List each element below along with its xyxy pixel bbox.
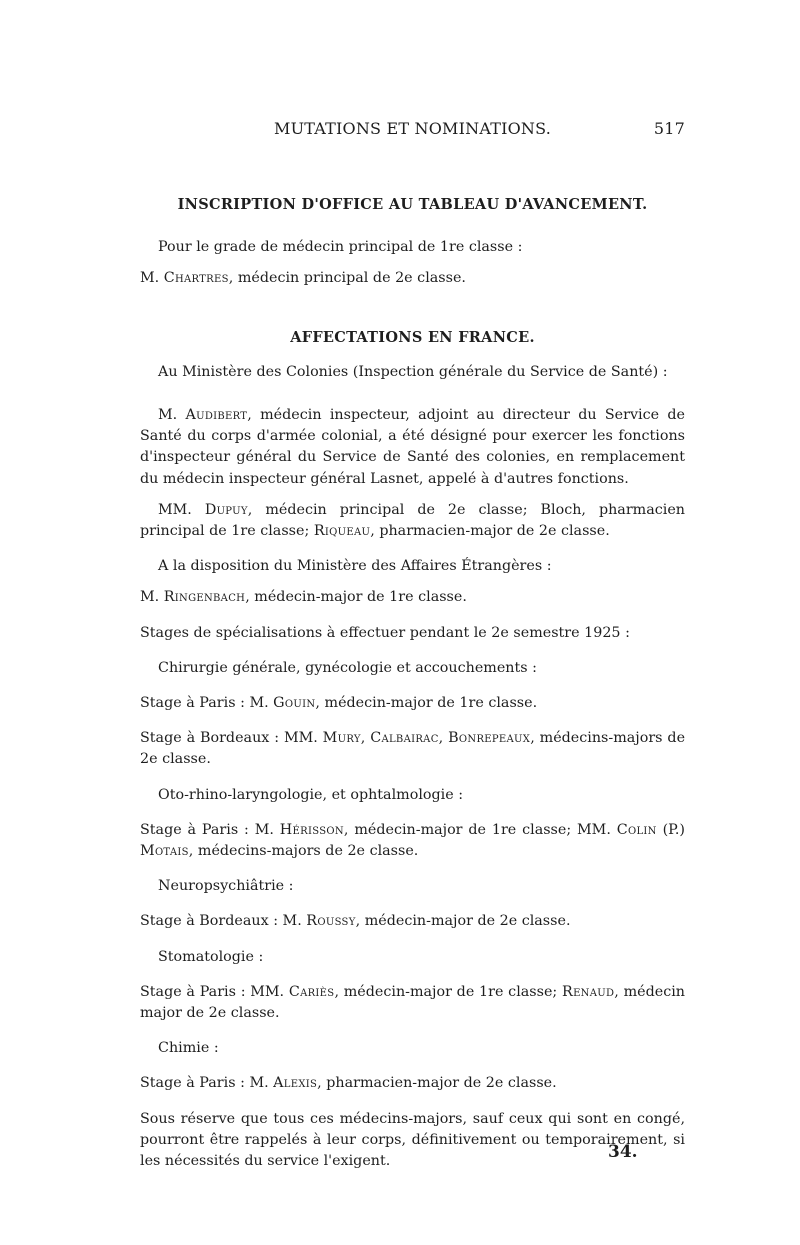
paragraph-stages: Stages de spécialisations à effectuer pendant le 2e semestre 1925 : [140,624,630,641]
person-name: Ringenbach [163,589,246,606]
person-name: Mury [322,730,361,747]
signature-mark: 34. [608,1142,638,1162]
paragraph-chartres: M. Chartres, médecin principal de 2e classe. [140,270,466,287]
paragraph-caries: Stage à Paris : MM. Cariès, médecin-major de 1re classe; Renaud, médecin major de 2e classe. [140,983,686,1022]
subheading-neuropsychiatrie: Neuropsychiâtrie : [158,878,294,895]
subheading-oto-rhino: Oto-rhino-laryngologie, et ophtalmologie : [158,786,464,803]
person-name: Cariès [288,983,335,1000]
subheading-chirurgie: Chirurgie générale, gynécologie et accouchements : [158,659,537,676]
document-page [140,118,685,1172]
person-name: Riqueau [313,523,371,540]
paragraph-grade: Pour le grade de médecin principal de 1re classe : [158,239,523,256]
person-name: Renaud [562,983,615,1000]
person-name: Hérisson [279,821,344,838]
paragraph-ministere-colonies: Au Ministère des Colonies (Inspection générale du Service de Santé) : [158,363,668,380]
paragraph-audibert: M. Audibert, médecin inspecteur, adjoint au directeur du Service de Santé du corps d'armée colonial, a été désigné pour exercer les fonctions d'inspecteur général du Service de Santé des colonies, en remplacement du médecin inspecteur général Lasnet, appelé à d'autres fonctions. [140,407,685,487]
paragraph-ringenbach: M. Ringenbach, médecin-major de 1re classe. [140,589,467,606]
paragraph-affaires-etrangeres: A la disposition du Ministère des Affaires Étrangères : [158,558,552,575]
person-name: Alexis [273,1075,318,1092]
paragraph-roussy: Stage à Bordeaux : M. Roussy, médecin-major de 2e classe. [140,913,571,930]
person-name: Roussy [306,913,356,930]
section-title-inscription: INSCRIPTION D'OFFICE AU TABLEAU D'AVANCEMENT. [177,196,648,213]
subheading-chimie: Chimie : [158,1040,219,1057]
person-name: Chartres [163,270,229,287]
subheading-stomatologie: Stomatologie : [158,948,264,965]
page-number: 517 [653,119,685,138]
paragraph-dupuy: MM. Dupuy, médecin principal de 2e classe; Bloch, pharmacien principal de 1re classe; Riqueau, pharmacien-major de 2e classe. [140,501,685,540]
running-title: MUTATIONS ET NOMINATIONS. [273,119,552,138]
paragraph-reserve: Sous réserve que tous ces médecins-majors, sauf ceux qui sont en congé, pourront être rappelés à leur corps, définitivement ou temporairement, si les nécessités du service l'exigent. [140,1110,685,1170]
section-title-affectations: AFFECTATIONS EN FRANCE. [290,328,535,346]
person-name: Motais [140,843,189,860]
person-name: Gouin [273,695,316,712]
paragraph-herisson: Stage à Paris : M. Hérisson, médecin-major de 1re classe; MM. Colin (P.) Motais, médecins-majors de 2e classe. [140,821,686,860]
person-name: Calbairac [370,730,439,747]
person-name: Colin [616,821,657,838]
paragraph-bordeaux-chirurgie: Stage à Bordeaux : MM. Mury, Calbairac, Bonrepeaux, médecins-majors de 2e classe. [140,730,686,768]
person-name: Bonrepeaux [448,730,531,747]
person-name: Dupuy [204,501,248,518]
paragraph-alexis: Stage à Paris : M. Alexis, pharmacien-major de 2e classe. [140,1075,557,1092]
running-header [140,118,685,144]
paragraph-gouin: Stage à Paris : M. Gouin, médecin-major de 1re classe. [140,695,538,712]
person-name: Audibert [185,407,248,424]
